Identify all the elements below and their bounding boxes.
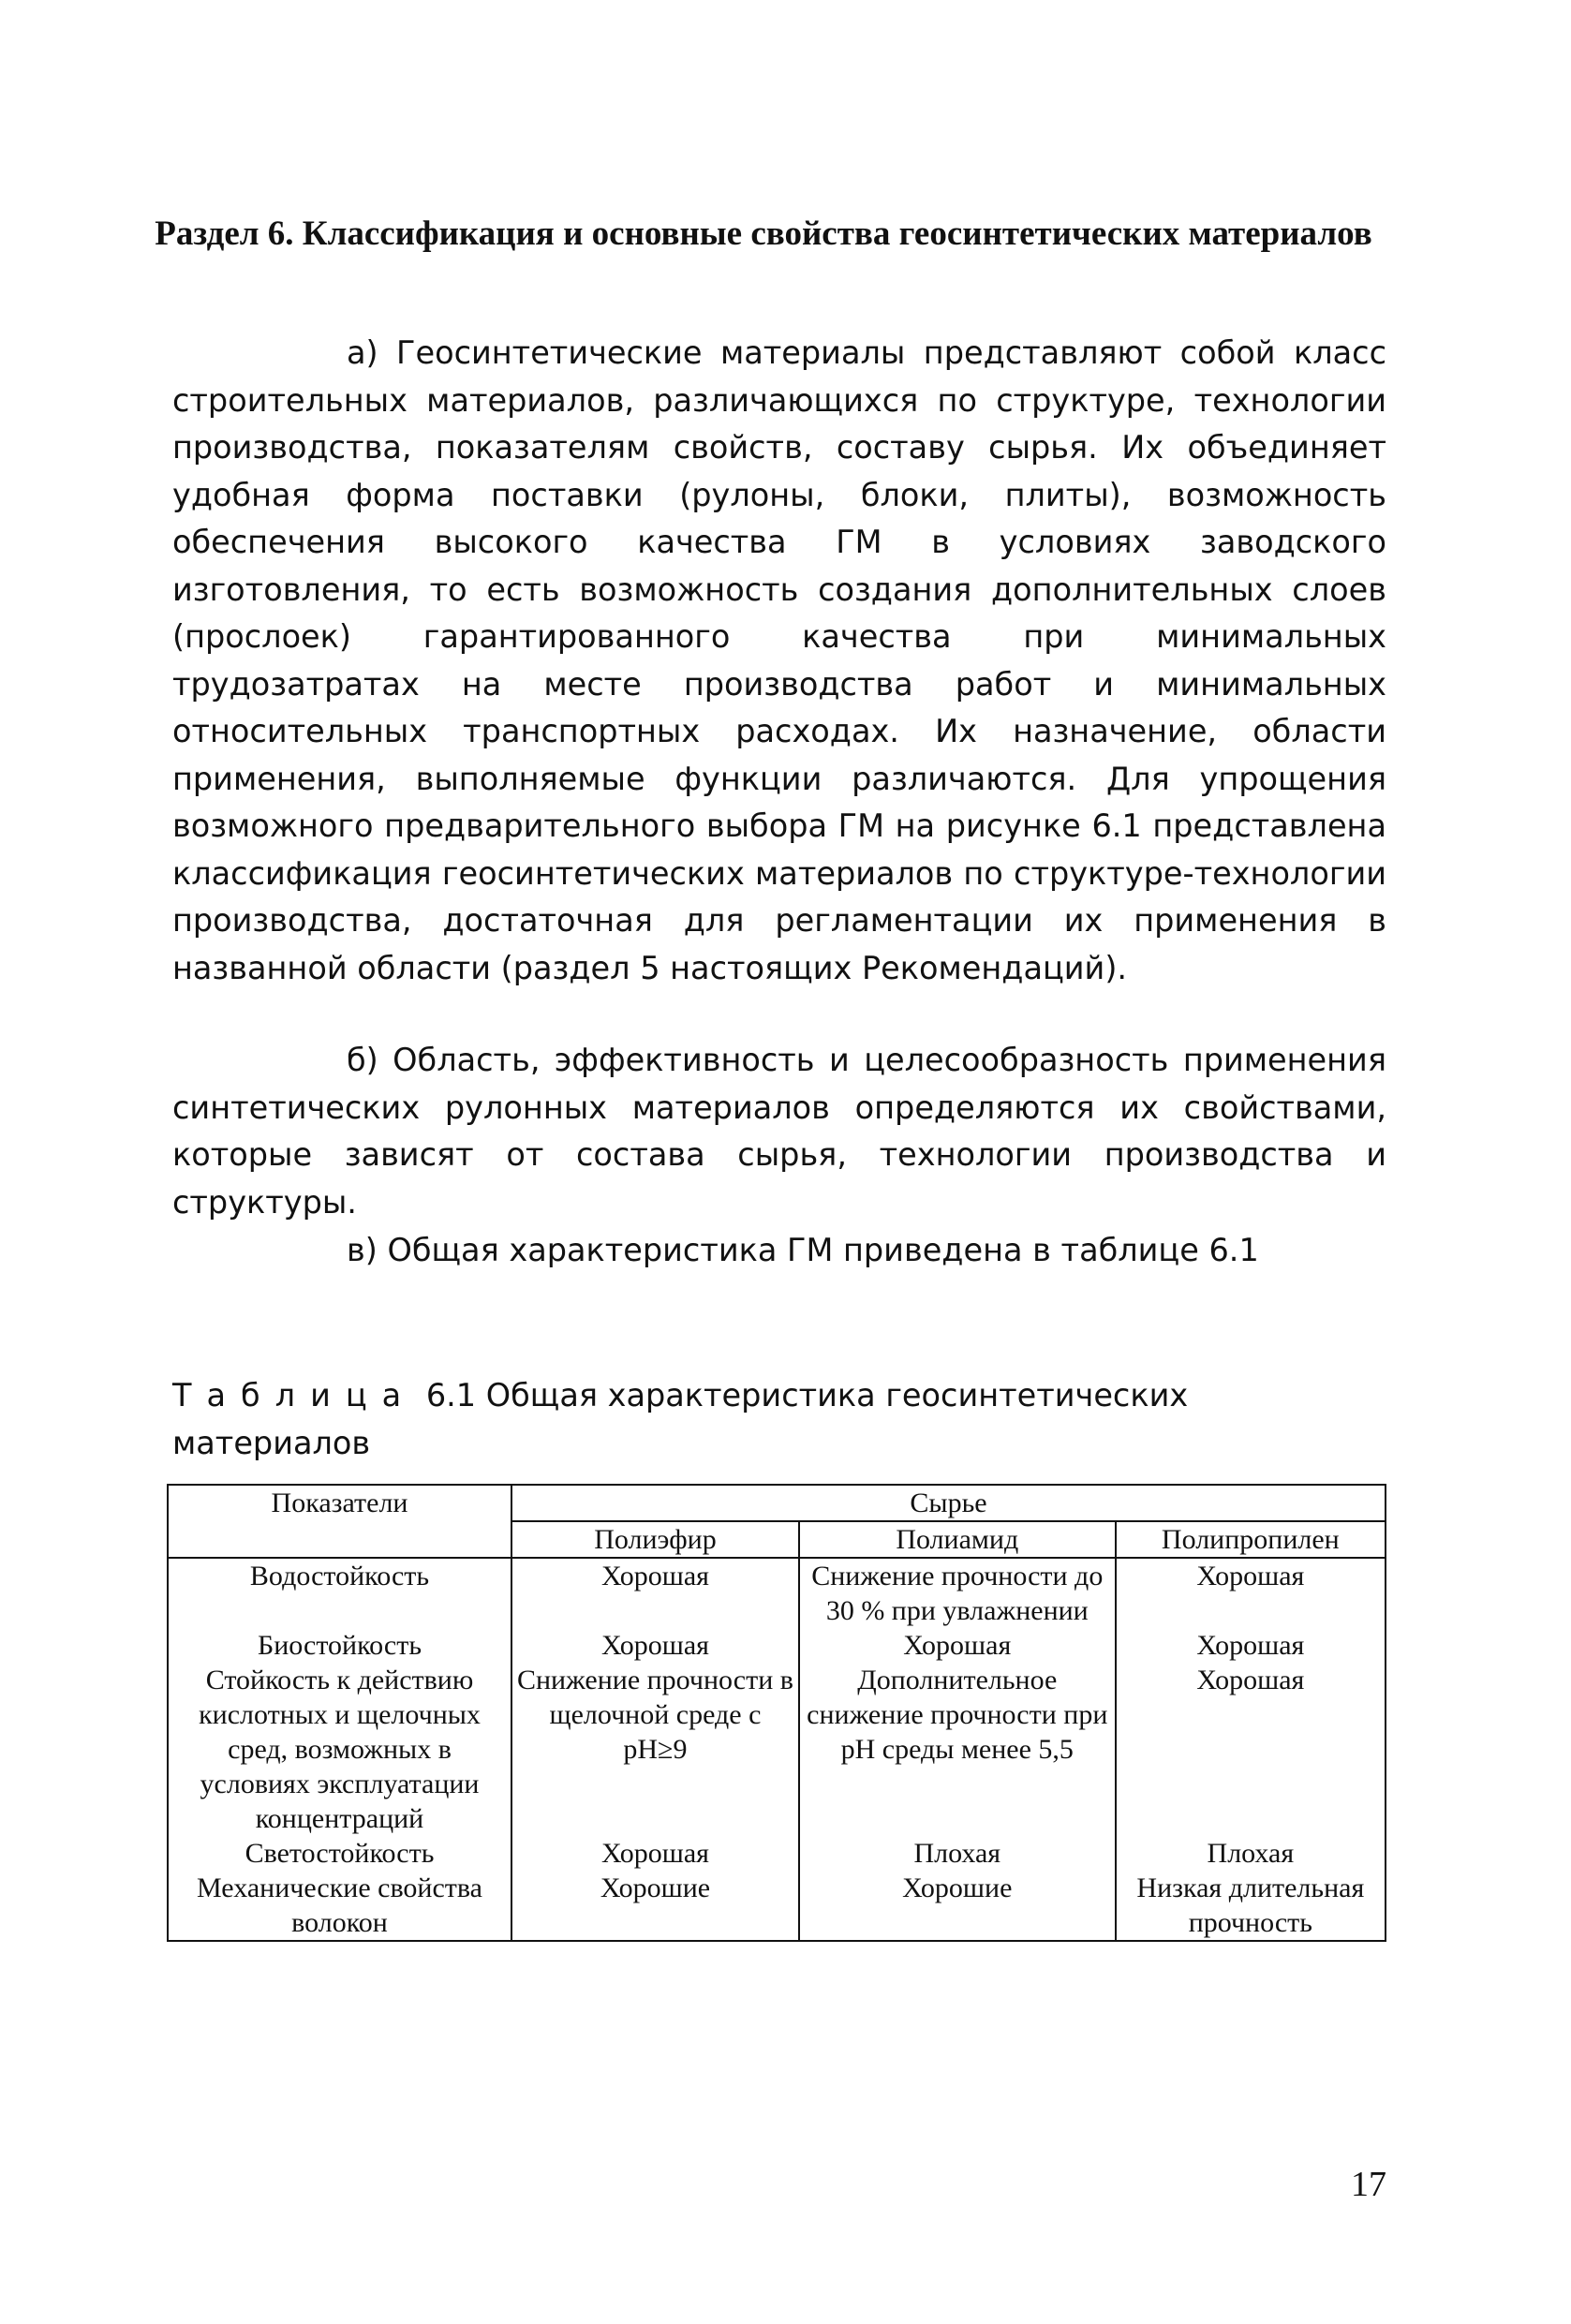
cell-polypropylene: Хорошая <box>1116 1663 1386 1836</box>
table-caption <box>172 1372 1386 1467</box>
header-polypropylene: Полипропилен <box>1116 1521 1386 1558</box>
cell-polypropylene: Хорошая <box>1116 1558 1386 1628</box>
table-row <box>168 1663 1386 1836</box>
table-row <box>168 1558 1386 1628</box>
cell-indicator: Стойкость к действию кислотных и щелочных сред, возможных в условиях эксплуатации концентраций <box>168 1663 511 1836</box>
cell-polyester: Хорошая <box>511 1836 799 1871</box>
table-row <box>168 1836 1386 1871</box>
header-raw-material: Сырье <box>511 1485 1386 1521</box>
table-row <box>168 1871 1386 1941</box>
cell-polyamide: Хорошая <box>799 1628 1116 1663</box>
header-polyester: Полиэфир <box>511 1521 799 1558</box>
table-caption-label: Таблица <box>172 1377 417 1414</box>
section-heading: Раздел 6. Классификация и основные свойства геосинтетических материалов <box>155 215 1372 253</box>
cell-polyamide: Хорошие <box>799 1871 1116 1941</box>
header-indicators: Показатели <box>168 1485 511 1558</box>
cell-polyester: Хорошая <box>511 1628 799 1663</box>
table-caption-text: 6.1 Общая характеристика геосинтетических материалов <box>172 1377 1189 1461</box>
cell-polyester: Хорошие <box>511 1871 799 1941</box>
cell-indicator: Биостойкость <box>168 1628 511 1663</box>
characteristics-table <box>167 1484 1386 1942</box>
cell-polyamide: Дополнительное снижение прочности при pH среды менее 5,5 <box>799 1663 1116 1836</box>
cell-polypropylene: Низкая длительная прочность <box>1116 1871 1386 1941</box>
cell-polypropylene: Плохая <box>1116 1836 1386 1871</box>
paragraph-c: в) Общая характеристика ГМ приведена в таблице 6.1 <box>347 1232 1259 1268</box>
cell-polyester: Снижение прочности в щелочной среде с pH≥9 <box>511 1663 799 1836</box>
cell-polypropylene: Хорошая <box>1116 1628 1386 1663</box>
cell-polyester: Хорошая <box>511 1558 799 1628</box>
cell-polyamide: Снижение прочности до 30 % при увлажнении <box>799 1558 1116 1628</box>
cell-indicator: Светостойкость <box>168 1836 511 1871</box>
page-number: 17 <box>1351 2165 1386 2204</box>
cell-indicator: Водостойкость <box>168 1558 511 1628</box>
paragraph-b: б) Область, эффективность и целесообразность применения синтетических рулонных материалов определяются их свойствами, которые зависят от состава сырья, технологии производства и структуры. <box>172 1042 1386 1221</box>
cell-polyamide: Плохая <box>799 1836 1116 1871</box>
header-polyamide: Полиамид <box>799 1521 1116 1558</box>
cell-indicator: Механические свойства волокон <box>168 1871 511 1941</box>
paragraph-a: а) Геосинтетические материалы представляют собой класс строительных материалов, различающихся по структуре, технологии производства, показателям свойств, составу сырья. Их объединяет удобная форма поставки (рулоны, блоки, плиты), возможность обеспечения высокого качества ГМ в условиях заводского изготовления, то есть возможность создания дополнительных слоев (прослоек) гарантированного качества при минимальных трудозатратах на месте производства работ и минимальных относительных транспортных расходах. Их назначение, области применения, выполняемые функции различаются. Для упрощения возможного предварительного выбора ГМ на рисунке 6.1 представлена классификация геосинтетических материалов по структуре-технологии производства, достаточная для регламентации их применения в названной области (раздел 5 настоящих Рекомендаций). <box>172 334 1386 986</box>
table-row <box>168 1628 1386 1663</box>
